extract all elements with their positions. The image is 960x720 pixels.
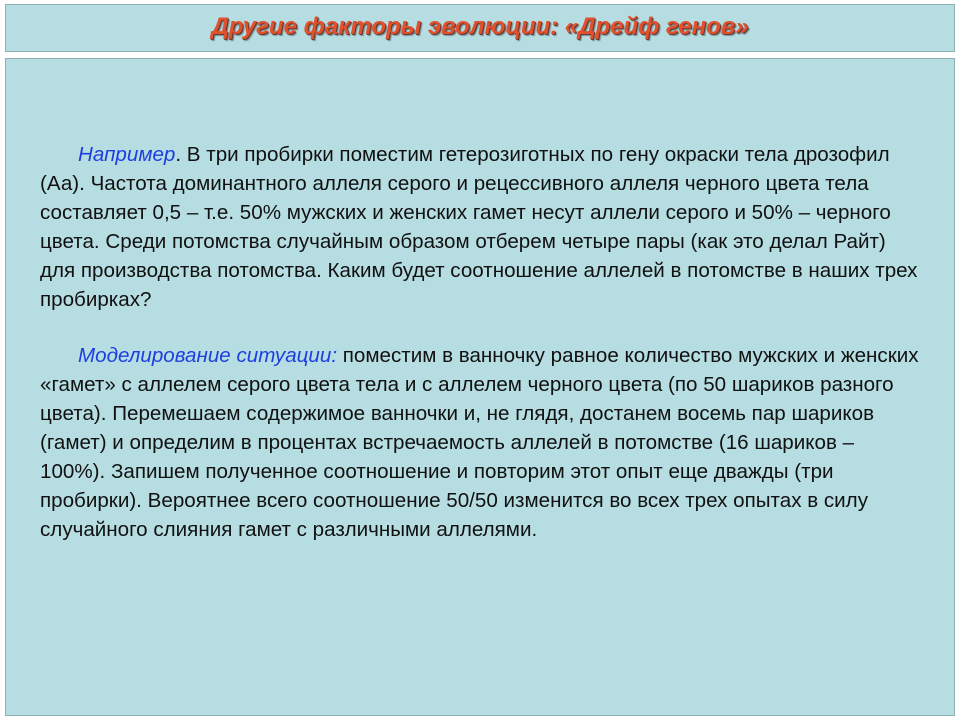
slide-title: Другие факторы эволюции: «Дрейф генов» [211, 13, 749, 40]
paragraph-body-example: . В три пробирки поместим гетерозиготных по гену окраски тела дрозофил (Аа). Частота доминантного аллеля серого и рецессивного аллеля черного цвета тела составляет 0,5 – т.е. 50% мужских и женских гамет несут аллели серого и 50% – черного цвета. Среди потомства случайным образом отберем четыре пары (как это делал Райт) для производства потомства. Каким будет соотношение аллелей в потомстве в наших трех пробирках? [40, 143, 918, 311]
paragraph-body-modeling: поместим в ванночку равное количество мужских и женских «гамет» с аллелем серого цвета тела и с аллелем черного цвета (по 50 шариков разного цвета). Перемешаем содержимое ванночки и, не глядя, достанем восемь пар шариков (гамет) и определим в процентах встречаемость аллелей в потомстве (16 шариков – 100%). Запишем полученное соотношение и повторим этот опыт еще дважды (три пробирки). Вероятнее всего соотношение 50/50 изменится во всех трех опытах в силу случайного слияния гамет с различными аллелями. [40, 344, 919, 541]
paragraph-lead-example: Например [78, 143, 176, 166]
content-panel [5, 58, 955, 716]
paragraph-modeling [40, 341, 920, 544]
paragraph-lead-modeling: Моделирование ситуации: [78, 344, 338, 367]
title-bar [5, 4, 955, 52]
paragraph-example [40, 140, 920, 314]
